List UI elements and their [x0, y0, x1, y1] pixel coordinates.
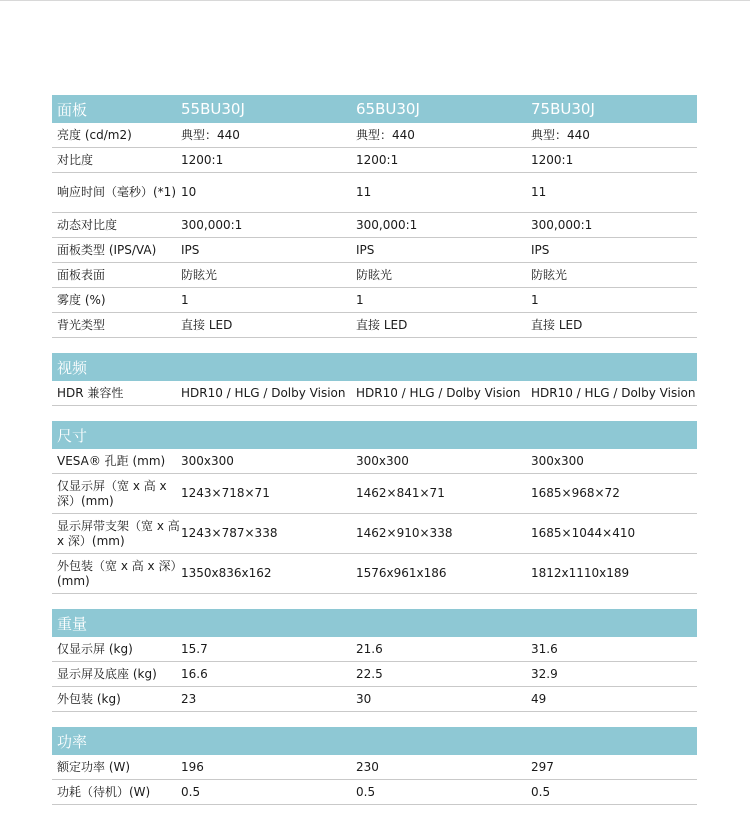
spec-value: 1685×1044×410	[531, 526, 636, 540]
spec-value: 30	[356, 691, 372, 706]
spec-value: 防眩光	[181, 267, 218, 282]
spec-value: 1350x836x162	[181, 566, 272, 580]
spec-value: 297	[531, 759, 554, 774]
spec-label: 仅显示屏 (kg)	[57, 641, 133, 656]
spec-label: 背光类型	[57, 317, 106, 332]
spec-value: 22.5	[356, 666, 383, 681]
spec-value: 1243×787×338	[181, 526, 278, 540]
spec-label: 动态对比度	[57, 217, 118, 232]
spec-label: 亮度 (cd/m2)	[57, 127, 132, 142]
spec-label: 外包装 (kg)	[57, 691, 121, 706]
spec-value: 典型：440	[181, 127, 240, 142]
spec-value: IPS	[181, 242, 200, 257]
spec-value: 0.5	[181, 784, 201, 799]
spec-value: 11	[356, 185, 372, 199]
spec-section	[52, 95, 697, 338]
top-divider	[0, 0, 750, 1]
section-title: 面板	[57, 100, 88, 119]
spec-table	[52, 95, 697, 820]
spec-label: 响应时间（毫秒）(*1)	[57, 185, 176, 199]
spec-label: 显示屏及底座 (kg)	[57, 666, 157, 681]
table-row	[52, 288, 697, 313]
spec-value: 300,000:1	[531, 217, 593, 232]
spec-value: 16.6	[181, 666, 208, 681]
section-header	[52, 95, 697, 123]
spec-value: 典型：440	[356, 127, 415, 142]
spec-value: 直接 LED	[531, 317, 583, 332]
spec-value: 1	[531, 292, 539, 307]
spec-value: 23	[181, 691, 197, 706]
table-row	[52, 381, 697, 406]
spec-value: 直接 LED	[356, 317, 408, 332]
table-row	[52, 755, 697, 780]
spec-label: 外包装（宽 x 高 x 深）(mm)	[57, 558, 177, 588]
spec-value: 典型：440	[531, 127, 590, 142]
spec-label: 面板表面	[57, 267, 106, 282]
table-row	[52, 148, 697, 173]
table-row	[52, 554, 697, 594]
spec-value: 防眩光	[356, 267, 393, 282]
section-title: 重量	[57, 614, 88, 633]
table-row	[52, 662, 697, 687]
spec-section	[52, 353, 697, 406]
spec-label: VESA® 孔距 (mm)	[57, 453, 166, 468]
spec-value: 直接 LED	[181, 317, 233, 332]
spec-value: HDR10 / HLG / Dolby Vision	[181, 385, 346, 400]
spec-value: 1462×841×71	[356, 486, 445, 500]
spec-label: 额定功率 (W)	[57, 759, 131, 774]
spec-value: 1200:1	[356, 152, 399, 167]
table-row	[52, 263, 697, 288]
spec-value: 300,000:1	[181, 217, 243, 232]
spec-value: IPS	[531, 242, 550, 257]
spec-label: 面板类型 (IPS/VA)	[57, 242, 157, 257]
spec-value: 11	[531, 185, 547, 199]
table-row	[52, 173, 697, 213]
spec-value: IPS	[356, 242, 375, 257]
spec-label: 雾度 (%)	[57, 292, 106, 307]
section-header	[52, 421, 697, 449]
model-name: 65BU30J	[356, 100, 420, 118]
spec-value: 1	[356, 292, 364, 307]
spec-value: 1200:1	[181, 152, 224, 167]
spec-value: 1200:1	[531, 152, 574, 167]
section-header	[52, 609, 697, 637]
spec-value: 300,000:1	[356, 217, 418, 232]
table-row	[52, 123, 697, 148]
spec-value: HDR10 / HLG / Dolby Vision	[531, 385, 696, 400]
spec-value: 21.6	[356, 641, 383, 656]
spec-label: 仅显示屏（宽 x 高 x 深）(mm)	[57, 478, 167, 508]
table-row	[52, 213, 697, 238]
spec-value: 防眩光	[531, 267, 568, 282]
section-title: 功率	[57, 732, 88, 751]
table-row	[52, 449, 697, 474]
table-row	[52, 637, 697, 662]
spec-value: 196	[181, 759, 204, 774]
spec-value: 300x300	[531, 453, 584, 468]
spec-section	[52, 421, 697, 594]
table-row	[52, 313, 697, 338]
spec-value: 1243×718×71	[181, 486, 270, 500]
spec-value: 230	[356, 759, 379, 774]
spec-label: 对比度	[57, 152, 94, 167]
spec-section	[52, 609, 697, 712]
spec-value: 49	[531, 691, 547, 706]
spec-value: 1462×910×338	[356, 526, 453, 540]
section-title: 视频	[57, 358, 88, 377]
spec-value: 1685×968×72	[531, 486, 620, 500]
section-title: 尺寸	[57, 426, 88, 445]
spec-value: 10	[181, 185, 197, 199]
table-row	[52, 238, 697, 263]
table-row	[52, 514, 697, 554]
model-name: 55BU30J	[181, 100, 245, 118]
section-header	[52, 727, 697, 755]
spec-value: 0.5	[356, 784, 376, 799]
spec-section	[52, 727, 697, 805]
spec-value: 15.7	[181, 641, 208, 656]
spec-value: 0.5	[531, 784, 551, 799]
table-row	[52, 474, 697, 514]
spec-value: HDR10 / HLG / Dolby Vision	[356, 385, 521, 400]
spec-value: 300x300	[356, 453, 409, 468]
spec-value: 1812x1110x189	[531, 566, 630, 580]
spec-value: 31.6	[531, 641, 558, 656]
spec-label: 显示屏带支架（宽 x 高 x 深）(mm)	[57, 518, 180, 548]
spec-value: 1	[181, 292, 189, 307]
table-row	[52, 687, 697, 712]
table-row	[52, 780, 697, 805]
spec-value: 1576x961x186	[356, 566, 447, 580]
spec-label: HDR 兼容性	[57, 385, 124, 400]
section-header	[52, 353, 697, 381]
model-name: 75BU30J	[531, 100, 595, 118]
spec-value: 300x300	[181, 453, 234, 468]
spec-label: 功耗（待机）(W)	[57, 784, 151, 799]
spec-value: 32.9	[531, 666, 558, 681]
